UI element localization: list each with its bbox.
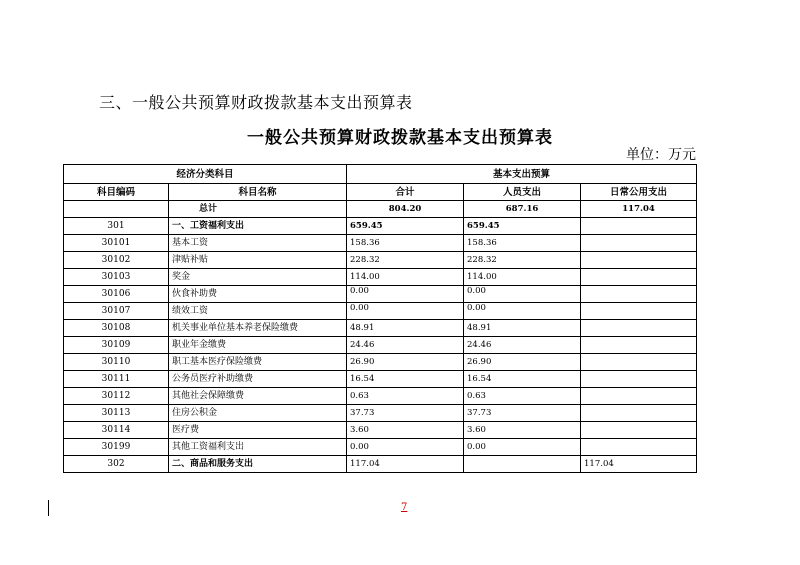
table-cell (581, 405, 697, 422)
table-cell: 687.16 (464, 201, 581, 218)
table-cell: 医疗费 (169, 422, 347, 439)
table-cell: 16.54 (347, 371, 464, 388)
table-cell: 基本工资 (169, 235, 347, 252)
group-header-basic-expenditure: 基本支出预算 (347, 165, 697, 184)
table-cell: 3.60 (347, 422, 464, 439)
table-cell: 30107 (64, 303, 169, 320)
table-cell: 302 (64, 456, 169, 473)
table-cell: 30199 (64, 439, 169, 456)
table-cell (581, 439, 697, 456)
table-cell: 37.73 (464, 405, 581, 422)
group-header-economic-class: 经济分类科目 (64, 165, 347, 184)
table-cell: 住房公积金 (169, 405, 347, 422)
table-cell: 24.46 (464, 337, 581, 354)
table-cell (581, 337, 697, 354)
margin-marker (48, 500, 49, 516)
table-row (64, 439, 697, 456)
table-row (64, 354, 697, 371)
column-header-code: 科目编码 (64, 184, 169, 201)
table-cell: 30110 (64, 354, 169, 371)
cell-value: 0.00 (467, 302, 486, 313)
table-cell: 公务员医疗补助缴费 (169, 371, 347, 388)
table-cell: 绩效工资 (169, 303, 347, 320)
table-row (64, 388, 697, 405)
table-cell: 0.63 (347, 388, 464, 405)
table-cell: 机关事业单位基本养老保险缴费 (169, 320, 347, 337)
cell-value: 0.00 (467, 285, 486, 296)
document-title: 一般公共预算财政拨款基本支出预算表 (247, 128, 553, 148)
table-cell: 158.36 (464, 235, 581, 252)
table-cell: 659.45 (347, 218, 464, 235)
table-cell: 301 (64, 218, 169, 235)
table-cell: 职业年金缴费 (169, 337, 347, 354)
table-cell: 30102 (64, 252, 169, 269)
table-cell: 114.00 (464, 269, 581, 286)
table-cell (581, 218, 697, 235)
table-cell: 30109 (64, 337, 169, 354)
table-cell (581, 303, 697, 320)
table-cell: 26.90 (347, 354, 464, 371)
column-header-total: 合计 (347, 184, 464, 201)
table-cell: 659.45 (464, 218, 581, 235)
table-cell (464, 286, 581, 303)
table-cell: 228.32 (347, 252, 464, 269)
table-cell (464, 456, 581, 473)
table-cell (581, 388, 697, 405)
table-cell: 30103 (64, 269, 169, 286)
table-cell: 30113 (64, 405, 169, 422)
table-cell: 0.00 (464, 439, 581, 456)
column-header-personnel: 人员支出 (464, 184, 581, 201)
column-header-name: 科目名称 (169, 184, 347, 201)
table-cell: 奖金 (169, 269, 347, 286)
table-cell: 一、工资福利支出 (169, 218, 347, 235)
cell-value: 0.00 (350, 302, 369, 313)
table-row (64, 320, 697, 337)
table-cell: 24.46 (347, 337, 464, 354)
table-row (64, 337, 697, 354)
table-cell: 26.90 (464, 354, 581, 371)
table-cell: 117.04 (581, 201, 697, 218)
table-cell: 津贴补贴 (169, 252, 347, 269)
table-cell: 30111 (64, 371, 169, 388)
table-cell: 总计 (169, 201, 347, 218)
table-cell (347, 303, 464, 320)
table-row (64, 218, 697, 235)
table-cell: 804.20 (347, 201, 464, 218)
table-cell: 48.91 (347, 320, 464, 337)
table-cell (347, 286, 464, 303)
table-cell (464, 303, 581, 320)
table-cell: 0.00 (347, 439, 464, 456)
table-cell: 114.00 (347, 269, 464, 286)
table-row (64, 456, 697, 473)
table-cell: 0.63 (464, 388, 581, 405)
unit-label: 单位：万元 (626, 147, 696, 163)
table-cell: 职工基本医疗保险缴费 (169, 354, 347, 371)
table-row (64, 286, 697, 303)
table-cell: 48.91 (464, 320, 581, 337)
table-cell: 30108 (64, 320, 169, 337)
table-cell (581, 269, 697, 286)
table-cell: 30112 (64, 388, 169, 405)
total-row (64, 201, 697, 218)
table-cell: 其他社会保障缴费 (169, 388, 347, 405)
table-cell (581, 320, 697, 337)
section-heading: 三、一般公共预算财政拨款基本支出预算表 (99, 93, 413, 112)
table-cell: 228.32 (464, 252, 581, 269)
table-cell: 二、商品和服务支出 (169, 456, 347, 473)
table-cell: 3.60 (464, 422, 581, 439)
table-cell: 37.73 (347, 405, 464, 422)
table-cell (581, 286, 697, 303)
table-row (64, 303, 697, 320)
table-cell (581, 422, 697, 439)
table-row (64, 235, 697, 252)
cell-value: 0.00 (350, 285, 369, 296)
table-cell: 158.36 (347, 235, 464, 252)
budget-table (63, 164, 697, 473)
table-cell (581, 235, 697, 252)
table-row (64, 269, 697, 286)
table-row (64, 422, 697, 439)
table-row (64, 252, 697, 269)
table-cell (581, 371, 697, 388)
table-cell (64, 201, 169, 218)
table-cell: 117.04 (581, 456, 697, 473)
table-cell: 30114 (64, 422, 169, 439)
table-cell: 30101 (64, 235, 169, 252)
table-row (64, 405, 697, 422)
table-cell (581, 252, 697, 269)
table-row (64, 371, 697, 388)
table-cell: 16.54 (464, 371, 581, 388)
table-cell (581, 354, 697, 371)
table-cell: 其他工资福利支出 (169, 439, 347, 456)
table-cell: 30106 (64, 286, 169, 303)
column-header-daily: 日常公用支出 (581, 184, 697, 201)
table-cell: 伙食补助费 (169, 286, 347, 303)
table-cell: 117.04 (347, 456, 464, 473)
page-number: 7 (401, 502, 408, 513)
